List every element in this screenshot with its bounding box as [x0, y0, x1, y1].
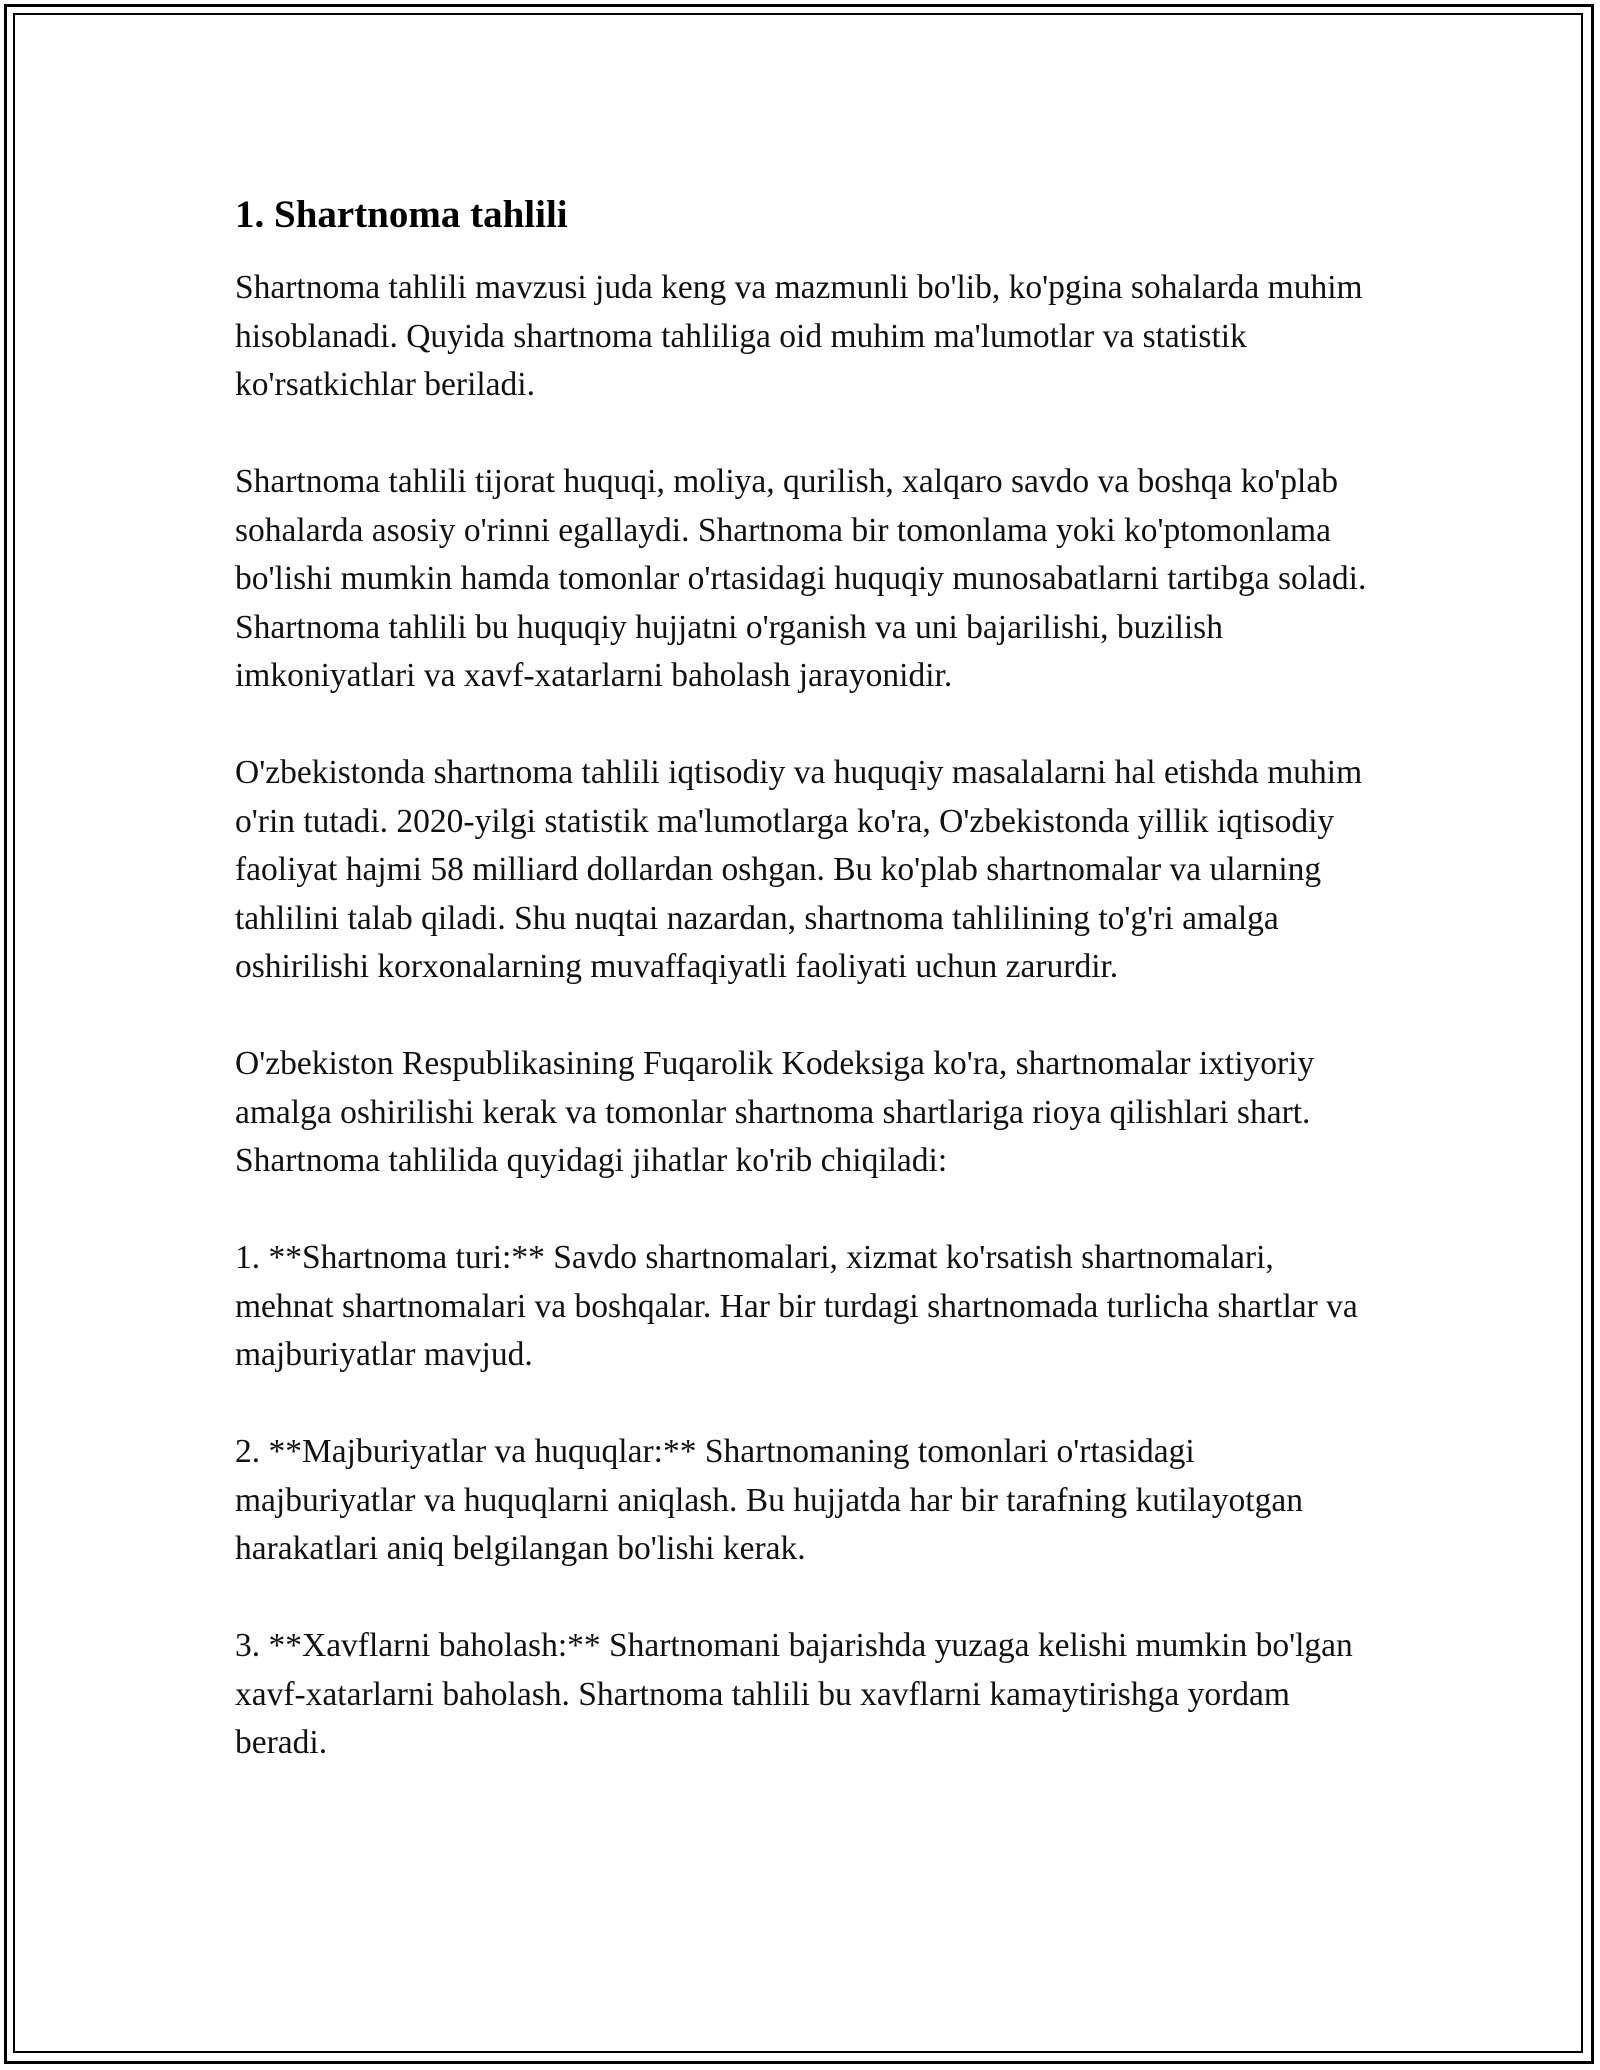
paragraph-intro: Shartnoma tahlili mavzusi juda keng va mazmunli bo'lib, ko'pgina sohalarda muhim hisoblanadi. Quyida shartnoma tahliliga oid muhim ma'lumotlar va statistik ko'rsatkichlar beriladi. [235, 269, 1363, 403]
paragraph-scope: Shartnoma tahlili tijorat huquqi, moliya, qurilish, xalqaro savdo va boshqa ko'plab sohalarda asosiy o'rinni egallaydi. Shartnoma bir tomonlama yoki ko'ptomonlama bo'lishi mumkin hamda tomonlar o'rtasidagi huquqiy munosabatlarni tartibga soladi. Shartnoma tahlili bu huquqiy hujjatni o'rganish va uni bajarilishi, buzilish imkoniyatlari va xavf-xatarlarni baholash jarayonidir. [235, 463, 1367, 694]
paragraph-civil-code: O'zbekiston Respublikasining Fuqarolik Kodeksiga ko'ra, shartnomalar ixtiyoriy amalga oshirilishi kerak va tomonlar shartnoma shartlariga rioya qilishlari shart. Shartnoma tahlilida quyidagi jihatlar ko'rib chiqiladi: [235, 1045, 1315, 1179]
list-item-risk-assessment: 3. **Xavflarni baholash:** Shartnomani bajarishda yuzaga kelishi mumkin bo'lgan xavf-xatarlarni baholash. Shartnoma tahlili bu xavflarni kamaytirishga yordam beradi. [235, 1627, 1353, 1761]
list-item-obligations: 2. **Majburiyatlar va huquqlar:** Shartnomaning tomonlari o'rtasidagi majburiyatlar va huquqlarni aniqlash. Bu hujjatda har bir tarafning kutilayotgan harakatlari aniq belgilangan bo'lishi kerak. [235, 1433, 1303, 1567]
list-item-contract-type: 1. **Shartnoma turi:** Savdo shartnomalari, xizmat ko'rsatish shartnomalari, mehnat shartnomalari va boshqalar. Har bir turdagi shartnomada turlicha shartlar va majburiyatlar mavjud. [235, 1239, 1358, 1373]
document-body [235, 188, 1375, 1816]
section-heading: 1. Shartnoma tahlili [235, 193, 568, 236]
paragraph-uzbekistan: O'zbekistonda shartnoma tahlili iqtisodiy va huquqiy masalalarni hal etishda muhim o'rin tutadi. 2020-yilgi statistik ma'lumotlarga ko'ra, O'zbekistonda yillik iqtisodiy faoliyat hajmi 58 milliard dollardan oshgan. Bu ko'plab shartnomalar va ularning tahlilini talab qiladi. Shu nuqtai nazardan, shartnoma tahlilining to'g'ri amalga oshirilishi korxonalarning muvaffaqiyatli faoliyati uchun zarurdir. [235, 754, 1363, 985]
